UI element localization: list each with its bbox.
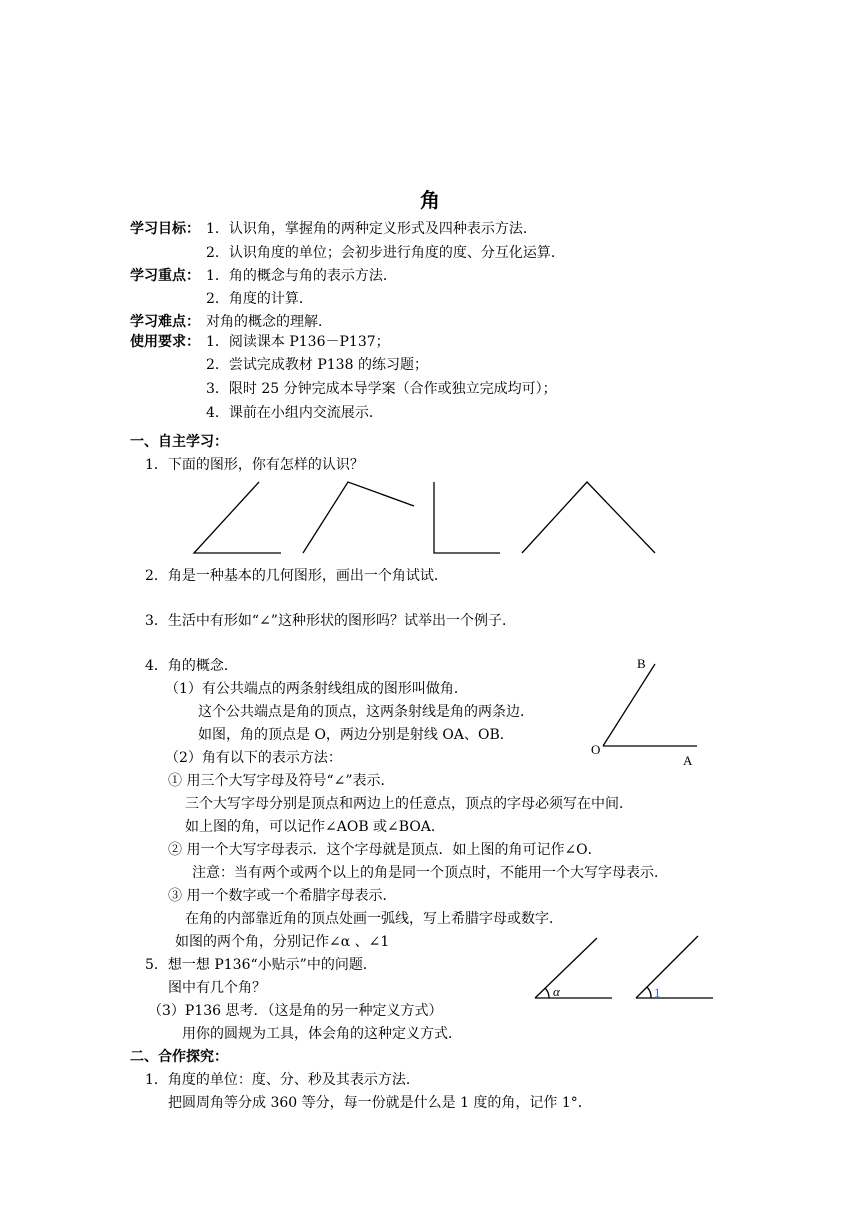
label-b: B [637,656,646,671]
alpha-angle-ray-icon [535,938,597,998]
label-a: A [683,753,693,768]
difficulty-label: 学习难点： [130,314,200,330]
requirement-item-4: 4．课前在小组内交流展示． [206,405,383,421]
requirement-item-1: 1．阅读课本 P136－P137； [206,334,390,350]
method-3: ③ 用一个数字或一个希腊字母表示． [168,888,397,904]
goal-item-2: 2．认识角度的单位；会初步进行角度的度、分互化运算． [206,245,565,261]
requirements-label: 使用要求： [130,334,200,350]
question-5c: 用你的圆规为工具，体会角的这种定义方式． [182,1026,462,1042]
alpha-arc-icon [545,988,549,998]
ray-ob-icon [603,664,655,746]
focus-label: 学习重点： [130,268,200,284]
method-1a: 三个大写字母分别是顶点和两边上的任意点，顶点的字母必须写在中间． [185,796,633,812]
method-3b: 如图的两个角，分别记作∠α 、∠1 [175,934,390,950]
question-4: 4．角的概念． [145,658,238,674]
section2-question-1a: 把圆周角等分成 360 等分，每一份就是什么是 1 度的角，记作 1°． [168,1095,592,1111]
question-5: 5．想一想 P136“小贴示”中的问题． [145,957,377,973]
focus-item-1: 1．角的概念与角的表示方法． [206,268,397,284]
label-alpha: α [553,984,560,999]
label-one: 1 [654,985,661,1000]
goal-item-1: 1．认识角，掌握角的两种定义形式及四种表示方法． [206,221,537,237]
one-arc-icon [647,987,651,998]
question-4-1b: 如图，角的顶点是 O，两边分别是射线 OA、OB． [198,727,514,743]
requirement-item-2: 2．尝试完成教材 P138 的练习题； [206,357,428,373]
difficulty-text: 对角的概念的理解． [206,314,332,330]
angle-shape-obtuse-icon [522,482,655,553]
question-3: 3．生活中有形如“∠”这种形状的图形吗？试举出一个例子． [145,613,516,629]
question-2: 2．角是一种基本的几何图形，画出一个角试试． [145,568,448,584]
requirement-item-3: 3．限时 25 分钟完成本导学案（合作或独立完成均可）； [206,381,557,397]
method-1b: 如上图的角，可以记作∠AOB 或∠BOA． [185,819,445,835]
method-1: ① 用三个大写字母及符号“∠”表示． [168,773,395,789]
section2-heading: 二、合作探究： [130,1049,228,1065]
section2-question-1: 1．角度的单位：度、分、秒及其表示方法． [145,1072,420,1088]
angle-shape-right-icon [434,482,500,553]
question-1: 1．下面的图形，你有怎样的认识？ [145,457,364,473]
section1-heading: 一、自主学习： [130,434,228,450]
question-4-2: （2）角有以下的表示方法： [165,750,342,766]
method-2: ② 用一个大写字母表示．这个字母就是顶点．如上图的角可记作∠O． [168,842,602,858]
method-3a: 在角的内部靠近角的顶点处画一弧线，写上希腊字母或数字． [185,911,563,927]
question-4-1: （1）有公共端点的两条射线组成的图形叫做角． [165,681,468,697]
one-angle-ray-icon [636,936,698,998]
method-2a: 注意：当有两个或两个以上的角是同一个顶点时，不能用一个大写字母表示． [192,865,668,881]
page-title: 角 [420,188,440,212]
angle-shape-bent-icon [303,482,414,553]
question-5b: （3）P136 思考．（这是角的另一种定义方式） [148,1003,443,1019]
focus-item-2: 2．角度的计算． [206,291,313,307]
goals-label: 学习目标： [130,221,200,237]
question-4-1a: 这个公共端点是角的顶点，这两条射线是角的两条边． [198,704,534,720]
question-5a: 图中有几个角？ [168,980,266,996]
angle-shape-acute-icon [194,482,281,553]
label-o: O [591,742,601,757]
